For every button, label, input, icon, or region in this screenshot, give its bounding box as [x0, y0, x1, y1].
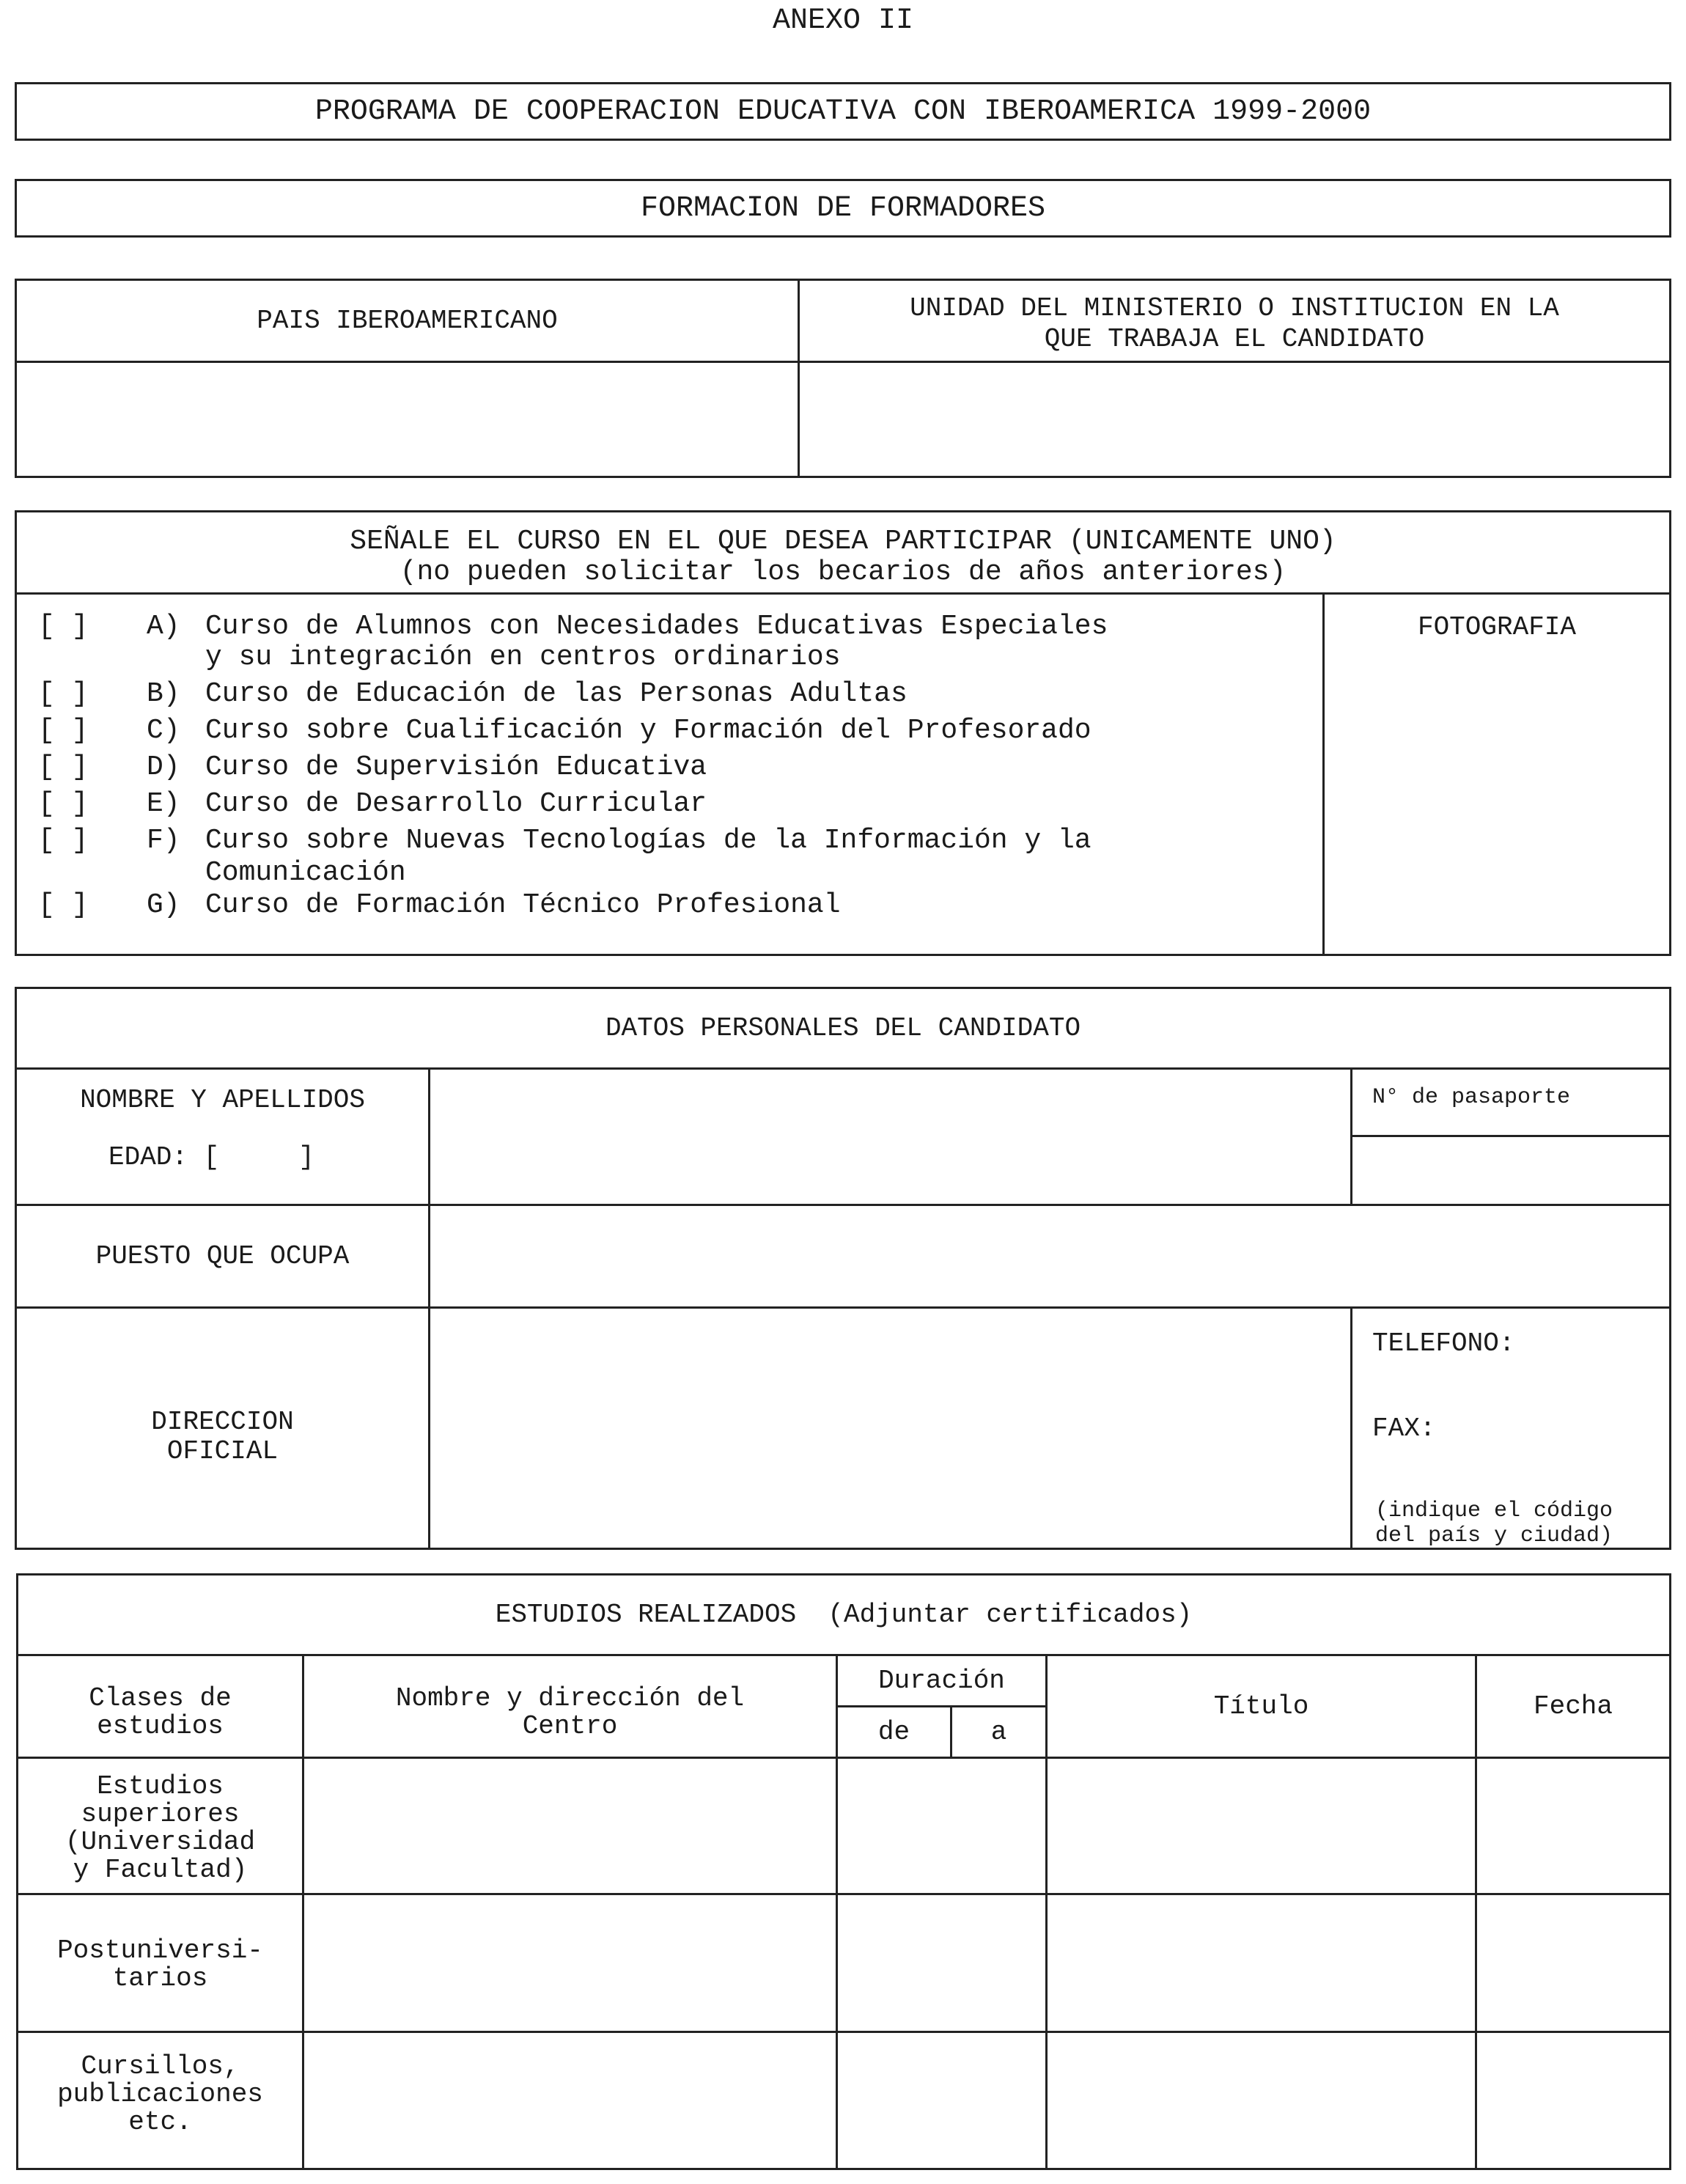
- col-from-header: de: [877, 1717, 910, 1747]
- subtitle: FORMACION DE FORMADORES: [640, 191, 1046, 225]
- col-class-line2: estudios: [97, 1711, 224, 1741]
- course-a-label-cont: y su integración en centros ordinarios: [205, 641, 841, 673]
- course-b-letter: B): [147, 678, 180, 710]
- course-c-label: Curso sobre Cualificación y Formación del Profesorado: [205, 715, 1092, 746]
- row-postgraduate-label: [18, 1937, 302, 1993]
- unit-input[interactable]: [800, 363, 1669, 476]
- row-label-line: (Universidad: [65, 1827, 256, 1857]
- photo-area: [1325, 645, 1669, 953]
- row-label-line: tarios: [112, 1963, 208, 1993]
- course-g-label: Curso de Formación Técnico Profesional: [205, 889, 841, 921]
- row-courses-label: [18, 2053, 302, 2136]
- course-f-label-cont: Comunicación: [205, 857, 406, 889]
- phone-label: TELEFONO:: [1372, 1328, 1515, 1358]
- name-input[interactable]: [430, 1070, 1350, 1204]
- row-label-line: y Facultad): [73, 1855, 248, 1885]
- unit-header-line1: UNIDAD DEL MINISTERIO O INSTITUCION EN LA: [910, 293, 1559, 323]
- course-b-label: Curso de Educación de las Personas Adultas: [205, 678, 908, 710]
- col-duration-header: Duración: [878, 1666, 1005, 1696]
- row-label-line: Cursillos,: [81, 2051, 240, 2081]
- passport-input[interactable]: [1352, 1137, 1669, 1204]
- course-g-checkbox[interactable]: [ ]: [38, 889, 89, 921]
- country-header: PAIS IBEROAMERICANO: [257, 306, 558, 336]
- row-higher-studies-label: [18, 1773, 302, 1884]
- row-label-line: etc.: [128, 2107, 192, 2137]
- row-label-line: Estudios: [97, 1771, 224, 1801]
- course-e-checkbox[interactable]: [ ]: [38, 788, 89, 820]
- unit-header-line2: QUE TRABAJA EL CANDIDATO: [1044, 324, 1425, 354]
- country-input[interactable]: [17, 363, 798, 476]
- photo-label: FOTOGRAFIA: [1417, 611, 1577, 642]
- course-d-checkbox[interactable]: [ ]: [38, 751, 89, 783]
- col-center-header: [304, 1685, 836, 1740]
- divider: [16, 2031, 1671, 2033]
- course-a-checkbox[interactable]: [ ]: [38, 611, 89, 642]
- code-note: [1375, 1499, 1613, 1548]
- course-e-label: Curso de Desarrollo Curricular: [205, 788, 707, 820]
- col-class-header: [18, 1685, 302, 1740]
- code-note-line2: del país y ciudad): [1375, 1523, 1613, 1548]
- course-g-letter: G): [147, 889, 180, 921]
- course-c-checkbox[interactable]: [ ]: [38, 715, 89, 746]
- col-to-header: a: [990, 1717, 1007, 1747]
- age-field[interactable]: EDAD: [ ]: [108, 1142, 314, 1172]
- divider: [16, 1757, 1671, 1759]
- course-c-letter: C): [147, 715, 180, 746]
- program-title-box: [15, 82, 1671, 141]
- col-center-line1: Nombre y dirección del: [395, 1683, 745, 1713]
- course-f-label: Curso sobre Nuevas Tecnologías de la Información y la: [205, 825, 1092, 856]
- studies-header: ESTUDIOS REALIZADOS (Adjuntar certificados): [495, 1600, 1193, 1630]
- col-title-header: Título: [1213, 1691, 1309, 1721]
- divider: [1350, 1306, 1352, 1550]
- courses-header-line1: SEÑALE EL CURSO EN EL QUE DESEA PARTICIPAR (UNICAMENTE UNO): [350, 526, 1336, 557]
- course-d-letter: D): [147, 751, 180, 783]
- address-input[interactable]: [430, 1309, 1350, 1548]
- row-label-line: superiores: [81, 1799, 240, 1829]
- personal-data-header: DATOS PERSONALES DEL CANDIDATO: [605, 1013, 1081, 1043]
- course-a-label: Curso de Alumnos con Necesidades Educativas Especiales: [205, 611, 1108, 642]
- fax-label: FAX:: [1372, 1413, 1436, 1444]
- course-d-label: Curso de Supervisión Educativa: [205, 751, 707, 783]
- course-b-checkbox[interactable]: [ ]: [38, 678, 89, 710]
- course-f-letter: F): [147, 825, 180, 856]
- col-class-line1: Clases de: [89, 1683, 232, 1713]
- row-label-line: Postuniversi-: [57, 1935, 263, 1966]
- unit-header: [800, 293, 1669, 355]
- courses-header-line2: (no pueden solicitar los becarios de años anteriores): [400, 556, 1286, 588]
- position-input[interactable]: [430, 1206, 1669, 1306]
- code-note-line1: (indique el código: [1375, 1499, 1613, 1523]
- name-label: NOMBRE Y APELLIDOS: [80, 1085, 365, 1115]
- course-f-checkbox[interactable]: [ ]: [38, 825, 89, 856]
- program-title: PROGRAMA DE COOPERACION EDUCATIVA CON IBEROAMERICA 1999-2000: [314, 95, 1372, 128]
- passport-label: N° de pasaporte: [1372, 1085, 1571, 1110]
- position-label: PUESTO QUE OCUPA: [95, 1241, 350, 1271]
- col-date-header: Fecha: [1533, 1691, 1613, 1721]
- courses-header: [17, 526, 1669, 588]
- divider: [15, 592, 1671, 595]
- course-a-letter: A): [147, 611, 180, 642]
- address-label-line2: OFICIAL: [166, 1436, 279, 1466]
- address-label-line1: DIRECCION: [151, 1407, 294, 1437]
- col-center-line2: Centro: [522, 1711, 618, 1741]
- course-e-letter: E): [147, 788, 180, 820]
- divider: [16, 1893, 1671, 1895]
- subtitle-box: [15, 179, 1671, 238]
- row-label-line: publicaciones: [57, 2079, 263, 2109]
- annex-title: ANEXO II: [772, 4, 914, 37]
- address-label: [17, 1408, 428, 1466]
